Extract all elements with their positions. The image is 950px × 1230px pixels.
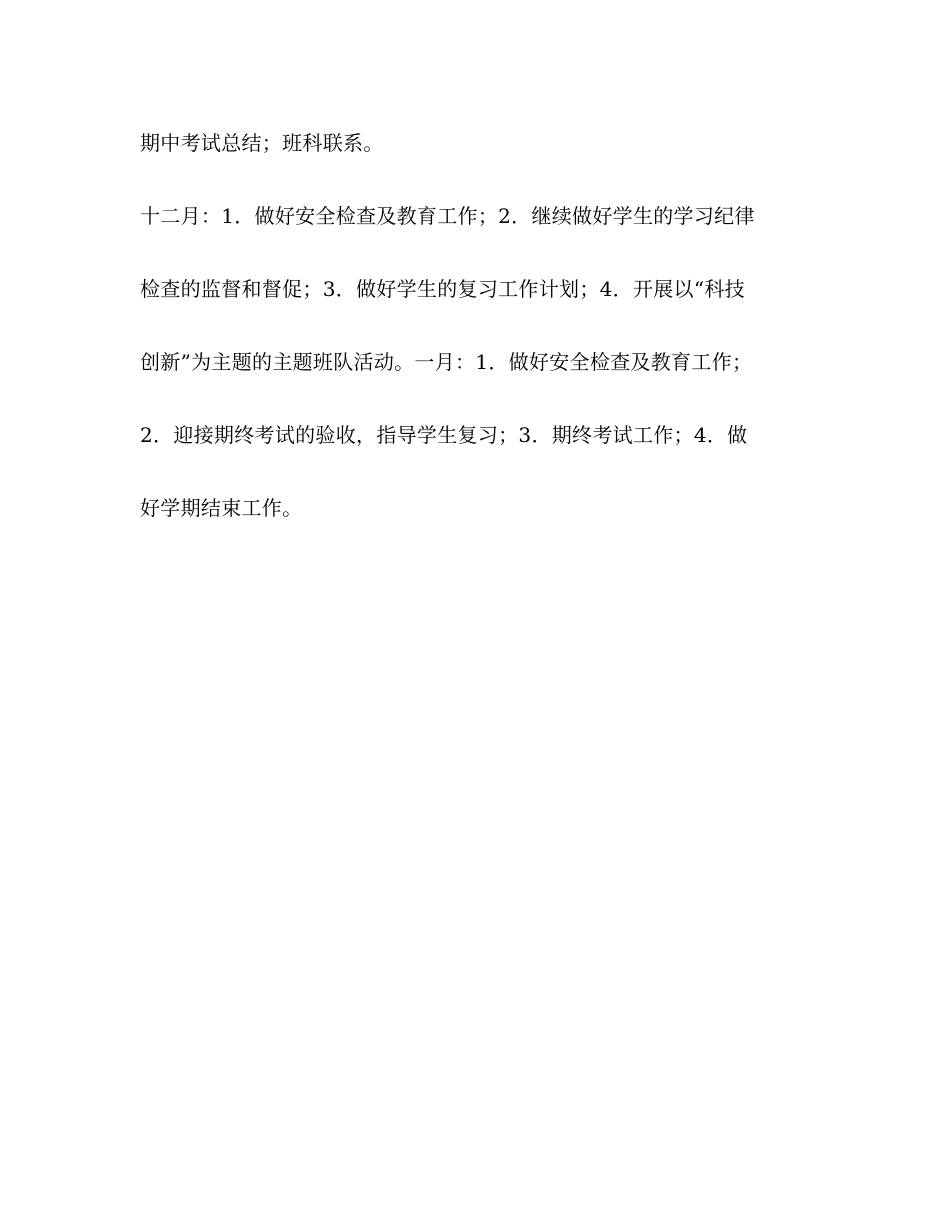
text-line: 检查的监督和督促；3．做好学生的复习工作计划；4．开展以“科技: [140, 277, 745, 301]
document-body: [140, 120, 820, 558]
text-line: 好学期结束工作。: [140, 496, 303, 520]
text-line: 期中考试总结；班科联系。: [140, 131, 384, 155]
text-line: 创新”为主题的主题班队活动。一月：1．做好安全检查及教育工作；: [140, 350, 753, 374]
text-line: 2．迎接期终考试的验收，指导学生复习；3．期终考试工作；4．做: [140, 423, 748, 447]
text-line: 十二月：1．做好安全检查及教育工作；2．继续做好学生的学习纪律: [140, 204, 755, 228]
